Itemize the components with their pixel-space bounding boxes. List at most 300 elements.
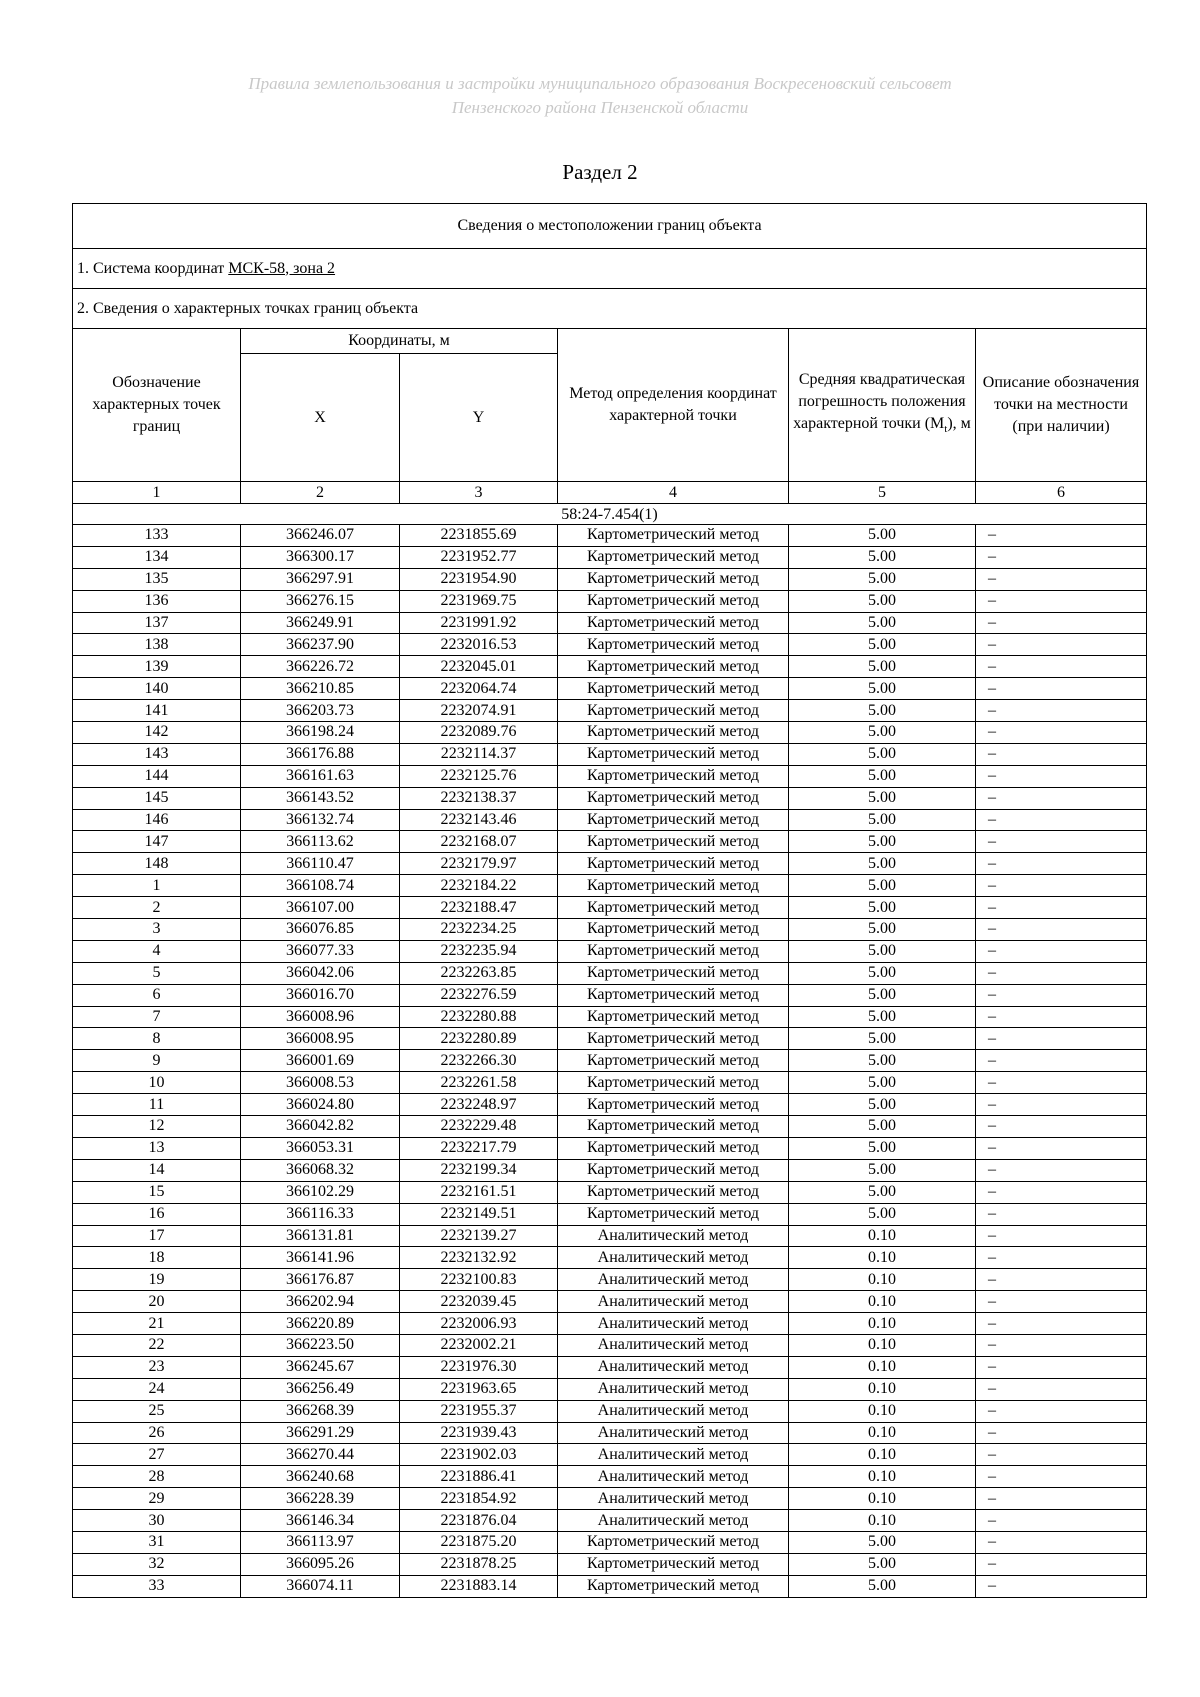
- method-cell: Картометрический метод: [558, 1137, 789, 1159]
- table-row: [73, 831, 1147, 853]
- method-cell: Аналитический метод: [558, 1334, 789, 1356]
- description-cell: –: [976, 1291, 1147, 1313]
- error-cell: 5.00: [789, 568, 976, 590]
- point-id-cell: 9: [73, 1050, 241, 1072]
- error-cell: 0.10: [789, 1247, 976, 1269]
- coord-system-label: 1. Система координат: [77, 259, 225, 277]
- x-coordinate-cell: 366077.33: [241, 940, 400, 962]
- description-cell: –: [976, 809, 1147, 831]
- point-id-cell: 138: [73, 634, 241, 656]
- description-cell: –: [976, 1203, 1147, 1225]
- error-cell: 0.10: [789, 1225, 976, 1247]
- description-cell: –: [976, 700, 1147, 722]
- y-coordinate-cell: 2232138.37: [400, 787, 558, 809]
- description-cell: –: [976, 1225, 1147, 1247]
- table-row: [73, 700, 1147, 722]
- x-coordinate-cell: 366131.81: [241, 1225, 400, 1247]
- table-row: [73, 1291, 1147, 1313]
- description-cell: –: [976, 962, 1147, 984]
- error-cell: 5.00: [789, 984, 976, 1006]
- error-cell: 0.10: [789, 1356, 976, 1378]
- x-coordinate-cell: 366210.85: [241, 678, 400, 700]
- table-row: [73, 1006, 1147, 1028]
- description-cell: –: [976, 1334, 1147, 1356]
- x-coordinate-cell: 366102.29: [241, 1181, 400, 1203]
- method-cell: Картометрический метод: [558, 1553, 789, 1575]
- y-coordinate-cell: 2231991.92: [400, 612, 558, 634]
- method-cell: Картометрический метод: [558, 962, 789, 984]
- column-number: 1: [73, 482, 241, 504]
- description-cell: –: [976, 1378, 1147, 1400]
- method-cell: Аналитический метод: [558, 1466, 789, 1488]
- col-header-error-tail: ), м: [947, 415, 971, 433]
- y-coordinate-cell: 2232039.45: [400, 1291, 558, 1313]
- col-header-description: Описание обозначения точки на местности (при наличии): [976, 329, 1147, 482]
- x-coordinate-cell: 366076.85: [241, 919, 400, 941]
- y-coordinate-cell: 2232234.25: [400, 919, 558, 941]
- x-coordinate-cell: 366203.73: [241, 700, 400, 722]
- error-cell: 5.00: [789, 1553, 976, 1575]
- x-coordinate-cell: 366107.00: [241, 897, 400, 919]
- x-coordinate-cell: 366237.90: [241, 634, 400, 656]
- error-cell: 5.00: [789, 897, 976, 919]
- y-coordinate-cell: 2231976.30: [400, 1356, 558, 1378]
- point-id-cell: 141: [73, 700, 241, 722]
- point-id-cell: 144: [73, 765, 241, 787]
- y-coordinate-cell: 2231854.92: [400, 1488, 558, 1510]
- table-row: [73, 1553, 1147, 1575]
- y-coordinate-cell: 2232125.76: [400, 765, 558, 787]
- point-id-cell: 30: [73, 1510, 241, 1532]
- table-row: [73, 590, 1147, 612]
- point-id-cell: 148: [73, 853, 241, 875]
- table-row: [73, 1488, 1147, 1510]
- description-cell: –: [976, 1553, 1147, 1575]
- x-coordinate-cell: 366291.29: [241, 1422, 400, 1444]
- method-cell: Картометрический метод: [558, 919, 789, 941]
- method-cell: Картометрический метод: [558, 743, 789, 765]
- column-header-row-1: [73, 329, 1147, 354]
- method-cell: Аналитический метод: [558, 1510, 789, 1532]
- error-cell: 5.00: [789, 1137, 976, 1159]
- error-cell: 5.00: [789, 1531, 976, 1553]
- description-cell: –: [976, 765, 1147, 787]
- x-coordinate-cell: 366198.24: [241, 722, 400, 744]
- method-cell: Аналитический метод: [558, 1488, 789, 1510]
- method-cell: Картометрический метод: [558, 568, 789, 590]
- error-cell: 5.00: [789, 1006, 976, 1028]
- table-row: [73, 1203, 1147, 1225]
- coord-system-cell: [73, 249, 1147, 289]
- table-row: [73, 1225, 1147, 1247]
- description-cell: –: [976, 897, 1147, 919]
- table-row: [73, 1072, 1147, 1094]
- point-id-cell: 143: [73, 743, 241, 765]
- error-cell: 5.00: [789, 765, 976, 787]
- y-coordinate-cell: 2231886.41: [400, 1466, 558, 1488]
- description-cell: –: [976, 568, 1147, 590]
- y-coordinate-cell: 2232002.21: [400, 1334, 558, 1356]
- y-coordinate-cell: 2232089.76: [400, 722, 558, 744]
- point-id-cell: 145: [73, 787, 241, 809]
- point-id-cell: 27: [73, 1444, 241, 1466]
- error-cell: 5.00: [789, 1203, 976, 1225]
- error-cell: 0.10: [789, 1510, 976, 1532]
- x-coordinate-cell: 366256.49: [241, 1378, 400, 1400]
- y-coordinate-cell: 2232280.88: [400, 1006, 558, 1028]
- y-coordinate-cell: 2232143.46: [400, 809, 558, 831]
- description-cell: –: [976, 1510, 1147, 1532]
- point-id-cell: 134: [73, 546, 241, 568]
- description-cell: –: [976, 1313, 1147, 1335]
- page-header-line-1: Правила землепользования и застройки муниципального образования Воскресеновский сельсовет: [248, 74, 952, 93]
- point-id-cell: 12: [73, 1116, 241, 1138]
- table-row: [73, 1531, 1147, 1553]
- point-id-cell: 33: [73, 1575, 241, 1597]
- point-id-cell: 1: [73, 875, 241, 897]
- x-coordinate-cell: 366141.96: [241, 1247, 400, 1269]
- point-id-cell: 10: [73, 1072, 241, 1094]
- error-cell: 5.00: [789, 546, 976, 568]
- point-id-cell: 146: [73, 809, 241, 831]
- method-cell: Аналитический метод: [558, 1422, 789, 1444]
- error-cell: 0.10: [789, 1422, 976, 1444]
- error-cell: 0.10: [789, 1378, 976, 1400]
- error-cell: 5.00: [789, 831, 976, 853]
- y-coordinate-cell: 2232263.85: [400, 962, 558, 984]
- y-coordinate-cell: 2232184.22: [400, 875, 558, 897]
- description-cell: –: [976, 722, 1147, 744]
- error-cell: 0.10: [789, 1334, 976, 1356]
- y-coordinate-cell: 2232261.58: [400, 1072, 558, 1094]
- method-cell: Картометрический метод: [558, 590, 789, 612]
- x-coordinate-cell: 366001.69: [241, 1050, 400, 1072]
- error-cell: 5.00: [789, 722, 976, 744]
- section-title: Раздел 2: [562, 160, 638, 184]
- y-coordinate-cell: 2232064.74: [400, 678, 558, 700]
- point-id-cell: 15: [73, 1181, 241, 1203]
- y-coordinate-cell: 2232149.51: [400, 1203, 558, 1225]
- x-coordinate-cell: 366268.39: [241, 1400, 400, 1422]
- error-cell: 5.00: [789, 1159, 976, 1181]
- description-cell: –: [976, 1422, 1147, 1444]
- description-cell: –: [976, 656, 1147, 678]
- method-cell: Картометрический метод: [558, 1181, 789, 1203]
- error-cell: 5.00: [789, 1050, 976, 1072]
- point-id-cell: 142: [73, 722, 241, 744]
- x-coordinate-cell: 366113.62: [241, 831, 400, 853]
- y-coordinate-cell: 2232139.27: [400, 1225, 558, 1247]
- y-coordinate-cell: 2231878.25: [400, 1553, 558, 1575]
- description-cell: –: [976, 1072, 1147, 1094]
- description-cell: –: [976, 1575, 1147, 1597]
- table-row: [73, 787, 1147, 809]
- x-coordinate-cell: 366108.74: [241, 875, 400, 897]
- table-row: [73, 1247, 1147, 1269]
- x-coordinate-cell: 366176.88: [241, 743, 400, 765]
- table-title: Сведения о местоположении границ объекта: [73, 204, 1147, 249]
- description-cell: –: [976, 1444, 1147, 1466]
- col-header-y: Y: [400, 354, 558, 482]
- x-coordinate-cell: 366202.94: [241, 1291, 400, 1313]
- point-id-cell: 28: [73, 1466, 241, 1488]
- y-coordinate-cell: 2232074.91: [400, 700, 558, 722]
- y-coordinate-cell: 2231902.03: [400, 1444, 558, 1466]
- y-coordinate-cell: 2231939.43: [400, 1422, 558, 1444]
- y-coordinate-cell: 2232235.94: [400, 940, 558, 962]
- table-row: [73, 1159, 1147, 1181]
- point-id-cell: 140: [73, 678, 241, 700]
- points-label-row: [73, 289, 1147, 329]
- point-id-cell: 147: [73, 831, 241, 853]
- point-id-cell: 137: [73, 612, 241, 634]
- method-cell: Аналитический метод: [558, 1225, 789, 1247]
- x-coordinate-cell: 366226.72: [241, 656, 400, 678]
- point-id-cell: 2: [73, 897, 241, 919]
- method-cell: Картометрический метод: [558, 875, 789, 897]
- point-id-cell: 24: [73, 1378, 241, 1400]
- table-row: [73, 1116, 1147, 1138]
- table-row: [73, 897, 1147, 919]
- x-coordinate-cell: 366068.32: [241, 1159, 400, 1181]
- table-row: [73, 1313, 1147, 1335]
- y-coordinate-cell: 2231875.20: [400, 1531, 558, 1553]
- y-coordinate-cell: 2232006.93: [400, 1313, 558, 1335]
- x-coordinate-cell: 366053.31: [241, 1137, 400, 1159]
- description-cell: –: [976, 875, 1147, 897]
- description-cell: –: [976, 590, 1147, 612]
- error-cell: 5.00: [789, 853, 976, 875]
- error-cell: 0.10: [789, 1313, 976, 1335]
- method-cell: Картометрический метод: [558, 1006, 789, 1028]
- table-row: [73, 875, 1147, 897]
- col-header-coordinates: Координаты, м: [241, 329, 558, 354]
- page-header: [0, 72, 1200, 120]
- error-cell: 5.00: [789, 612, 976, 634]
- x-coordinate-cell: 366245.67: [241, 1356, 400, 1378]
- point-id-cell: 5: [73, 962, 241, 984]
- description-cell: –: [976, 1466, 1147, 1488]
- table-row: [73, 743, 1147, 765]
- x-coordinate-cell: 366270.44: [241, 1444, 400, 1466]
- point-id-cell: 29: [73, 1488, 241, 1510]
- method-cell: Картометрический метод: [558, 1575, 789, 1597]
- method-cell: Картометрический метод: [558, 1072, 789, 1094]
- method-cell: Картометрический метод: [558, 1050, 789, 1072]
- x-coordinate-cell: 366146.34: [241, 1510, 400, 1532]
- table-row: [73, 525, 1147, 547]
- description-cell: –: [976, 612, 1147, 634]
- coord-system-value: МСК-58, зона 2: [228, 259, 336, 277]
- method-cell: Картометрический метод: [558, 678, 789, 700]
- table-row: [73, 1050, 1147, 1072]
- method-cell: Аналитический метод: [558, 1444, 789, 1466]
- coord-system-row: [73, 249, 1147, 289]
- method-cell: Картометрический метод: [558, 831, 789, 853]
- x-coordinate-cell: 366116.33: [241, 1203, 400, 1225]
- x-coordinate-cell: 366132.74: [241, 809, 400, 831]
- method-cell: Картометрический метод: [558, 897, 789, 919]
- table-row: [73, 1510, 1147, 1532]
- method-cell: Картометрический метод: [558, 765, 789, 787]
- col-header-error-text: Средняя квадратическая погрешность положения характерной точки (M: [793, 371, 966, 433]
- y-coordinate-cell: 2231969.75: [400, 590, 558, 612]
- description-cell: –: [976, 1028, 1147, 1050]
- table-row: [73, 940, 1147, 962]
- method-cell: Картометрический метод: [558, 1159, 789, 1181]
- error-cell: 5.00: [789, 1094, 976, 1116]
- y-coordinate-cell: 2231883.14: [400, 1575, 558, 1597]
- method-cell: Картометрический метод: [558, 1094, 789, 1116]
- method-cell: Картометрический метод: [558, 700, 789, 722]
- column-number: 4: [558, 482, 789, 504]
- description-cell: –: [976, 1400, 1147, 1422]
- point-id-cell: 17: [73, 1225, 241, 1247]
- x-coordinate-cell: 366042.82: [241, 1116, 400, 1138]
- method-cell: Аналитический метод: [558, 1247, 789, 1269]
- table-row: [73, 634, 1147, 656]
- table-row: [73, 722, 1147, 744]
- col-header-method: Метод определения координат характерной точки: [558, 329, 789, 482]
- point-id-cell: 25: [73, 1400, 241, 1422]
- col-header-error-sub: t: [944, 423, 948, 436]
- method-cell: Картометрический метод: [558, 1203, 789, 1225]
- y-coordinate-cell: 2232161.51: [400, 1181, 558, 1203]
- point-id-cell: 31: [73, 1531, 241, 1553]
- error-cell: 5.00: [789, 787, 976, 809]
- point-id-cell: 23: [73, 1356, 241, 1378]
- method-cell: Картометрический метод: [558, 809, 789, 831]
- x-coordinate-cell: 366110.47: [241, 853, 400, 875]
- error-cell: 5.00: [789, 656, 976, 678]
- point-id-cell: 4: [73, 940, 241, 962]
- table-row: [73, 678, 1147, 700]
- method-cell: Картометрический метод: [558, 612, 789, 634]
- point-id-cell: 6: [73, 984, 241, 1006]
- points-label: 2. Сведения о характерных точках границ объекта: [73, 289, 1147, 329]
- description-cell: –: [976, 1531, 1147, 1553]
- table-row: [73, 765, 1147, 787]
- table-row: [73, 919, 1147, 941]
- x-coordinate-cell: 366276.15: [241, 590, 400, 612]
- point-id-cell: 133: [73, 525, 241, 547]
- error-cell: 5.00: [789, 1116, 976, 1138]
- group-label: 58:24-7.454(1): [73, 504, 1147, 525]
- method-cell: Картометрический метод: [558, 656, 789, 678]
- table-row: [73, 1028, 1147, 1050]
- point-id-cell: 7: [73, 1006, 241, 1028]
- method-cell: Картометрический метод: [558, 722, 789, 744]
- description-cell: –: [976, 1116, 1147, 1138]
- point-id-cell: 32: [73, 1553, 241, 1575]
- x-coordinate-cell: 366228.39: [241, 1488, 400, 1510]
- boundary-points-table: [72, 203, 1147, 1598]
- point-id-cell: 14: [73, 1159, 241, 1181]
- point-id-cell: 135: [73, 568, 241, 590]
- description-cell: –: [976, 1137, 1147, 1159]
- table-row: [73, 809, 1147, 831]
- description-cell: –: [976, 831, 1147, 853]
- description-cell: –: [976, 678, 1147, 700]
- description-cell: –: [976, 853, 1147, 875]
- x-coordinate-cell: 366074.11: [241, 1575, 400, 1597]
- description-cell: –: [976, 919, 1147, 941]
- x-coordinate-cell: 366042.06: [241, 962, 400, 984]
- table-row: [73, 1575, 1147, 1597]
- error-cell: 5.00: [789, 1028, 976, 1050]
- x-coordinate-cell: 366297.91: [241, 568, 400, 590]
- y-coordinate-cell: 2232100.83: [400, 1269, 558, 1291]
- description-cell: –: [976, 984, 1147, 1006]
- method-cell: Аналитический метод: [558, 1356, 789, 1378]
- error-cell: 5.00: [789, 919, 976, 941]
- description-cell: –: [976, 940, 1147, 962]
- method-cell: Картометрический метод: [558, 787, 789, 809]
- point-id-cell: 18: [73, 1247, 241, 1269]
- x-coordinate-cell: 366016.70: [241, 984, 400, 1006]
- x-coordinate-cell: 366220.89: [241, 1313, 400, 1335]
- y-coordinate-cell: 2232188.47: [400, 897, 558, 919]
- point-id-cell: 21: [73, 1313, 241, 1335]
- method-cell: Аналитический метод: [558, 1291, 789, 1313]
- x-coordinate-cell: 366008.95: [241, 1028, 400, 1050]
- column-number-row: [73, 482, 1147, 504]
- method-cell: Картометрический метод: [558, 853, 789, 875]
- table-row: [73, 612, 1147, 634]
- x-coordinate-cell: 366161.63: [241, 765, 400, 787]
- error-cell: 5.00: [789, 634, 976, 656]
- point-id-cell: 22: [73, 1334, 241, 1356]
- error-cell: 5.00: [789, 525, 976, 547]
- error-cell: 0.10: [789, 1444, 976, 1466]
- error-cell: 0.10: [789, 1466, 976, 1488]
- y-coordinate-cell: 2232168.07: [400, 831, 558, 853]
- error-cell: 5.00: [789, 590, 976, 612]
- x-coordinate-cell: 366113.97: [241, 1531, 400, 1553]
- x-coordinate-cell: 366300.17: [241, 546, 400, 568]
- description-cell: –: [976, 634, 1147, 656]
- description-cell: –: [976, 787, 1147, 809]
- description-cell: –: [976, 525, 1147, 547]
- x-coordinate-cell: 366176.87: [241, 1269, 400, 1291]
- error-cell: 0.10: [789, 1291, 976, 1313]
- error-cell: 5.00: [789, 809, 976, 831]
- table-row: [73, 1400, 1147, 1422]
- y-coordinate-cell: 2231963.65: [400, 1378, 558, 1400]
- table-row: [73, 1094, 1147, 1116]
- description-cell: –: [976, 1006, 1147, 1028]
- table-row: [73, 1422, 1147, 1444]
- point-id-cell: 3: [73, 919, 241, 941]
- method-cell: Картометрический метод: [558, 546, 789, 568]
- point-id-cell: 139: [73, 656, 241, 678]
- y-coordinate-cell: 2232248.97: [400, 1094, 558, 1116]
- point-id-cell: 20: [73, 1291, 241, 1313]
- y-coordinate-cell: 2231876.04: [400, 1510, 558, 1532]
- table-row: [73, 1378, 1147, 1400]
- method-cell: Картометрический метод: [558, 525, 789, 547]
- description-cell: –: [976, 1159, 1147, 1181]
- description-cell: –: [976, 546, 1147, 568]
- table-row: [73, 1466, 1147, 1488]
- y-coordinate-cell: 2232179.97: [400, 853, 558, 875]
- error-cell: 0.10: [789, 1488, 976, 1510]
- table-row: [73, 568, 1147, 590]
- method-cell: Картометрический метод: [558, 634, 789, 656]
- x-coordinate-cell: 366240.68: [241, 1466, 400, 1488]
- error-cell: 5.00: [789, 743, 976, 765]
- error-cell: 5.00: [789, 875, 976, 897]
